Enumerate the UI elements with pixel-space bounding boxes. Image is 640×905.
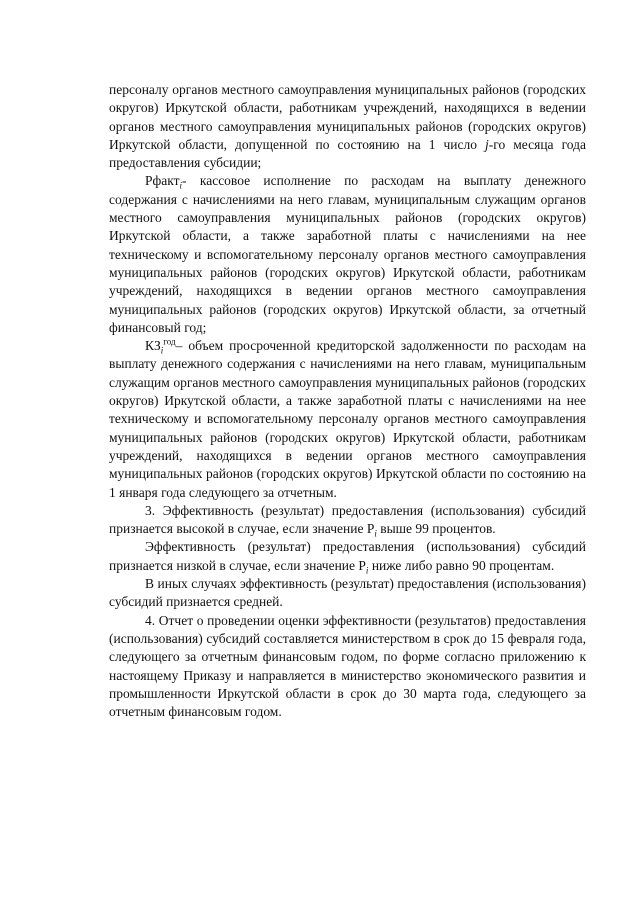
paragraph-kz-definition: $КЗ_i^{год}-$ объем просроченной кредиторской задолженности по расходам на выплату денежного содержания с начислениями на него главам, муниципальным служащим органов местного самоуправления муниципальных районов (городских округов) Иркутской области, а также заработной платы с начислениями на нее техническому и вспомогательному персоналу органов местного самоуправления муниципальных районов (городских округов) Иркутской области, работникам учреждений, находящихся в ведении органов местного самоуправления муниципальных районов (городских округов) Иркутской области по состоянию на 1 января года следующего за отчетным. xyxy=(109,336,586,500)
formula-symbol-kz: КЗ xyxy=(145,338,161,354)
index-j: j xyxy=(485,136,489,152)
paragraph-high-efficiency: 3. Эффективность (результат) предоставления (использования) субсидий признается высокой в случае, если значение $P_i$ выше 99 процентов. xyxy=(109,502,586,539)
paragraph-staff-definition: персоналу органов местного самоуправления муниципальных районов (городских округов) Иркутской области, работникам учреждений, находящихся в ведении органов местного самоуправления муниципальных районов (городских округов) Иркутской области, допущенной по состоянию на 1 число j-го месяца года предоставления субсидии; xyxy=(109,82,586,171)
document-body xyxy=(109,81,586,721)
formula-symbol-p: P xyxy=(358,557,366,573)
paragraph-low-efficiency: Эффективность (результат) предоставления (использования) субсидий признается низкой в случае, если значение $P_i$ ниже либо равно 90 процентам. xyxy=(109,539,586,576)
formula-symbol-p: P xyxy=(366,521,375,537)
paragraph-medium-efficiency: В иных случаях эффективность (результат) предоставления (использования) субсидий признается средней. xyxy=(109,576,586,610)
paragraph-report: 4. Отчет о проведении оценки эффективности (результатов) предоставления (использования) субсидий составляется министерством в срок до 15 февраля года, следующего за отчетным финансовым годом, по форме согласно приложению к настоящему Приказу и направляется в министерство экономического развития и промышленности Иркутской области в срок до 30 марта года, следующего за отчетным финансовым годом. xyxy=(109,612,586,720)
paragraph-rfakt-definition: Рфакт$_i$- кассовое исполнение по расходам на выплату денежного содержания с начислениями на него главам, муниципальным служащим органов местного самоуправления муниципальных районов (городских округов) Иркутской области, а также заработной платы с начислениями на нее техническому и вспомогательному персоналу органов местного самоуправления муниципальных районов (городских округов) Иркутской области, работникам учреждений, находящихся в ведении органов местного самоуправления муниципальных районов (городских округов) Иркутской области, за отчетный финансовый год; xyxy=(109,173,586,335)
formula-symbol-rfakt: Рфакт xyxy=(145,173,180,189)
